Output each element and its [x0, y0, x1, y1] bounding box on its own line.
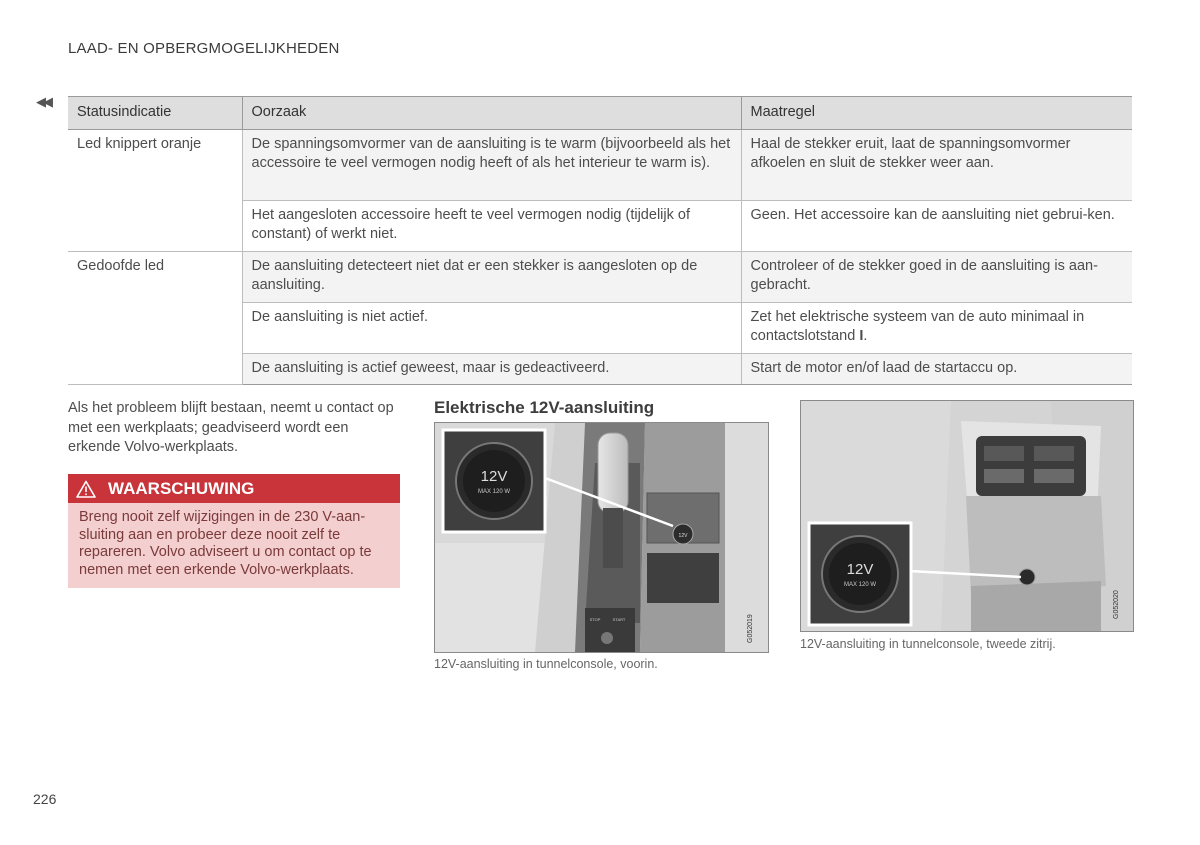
section-heading: Elektrische 12V-aansluiting: [434, 398, 655, 417]
intro-paragraph: Als het probleem blijft bestaan, neemt u contact op met een werkplaats; geadviseerd wordt een erkende Volvo-werkplaats.: [68, 400, 394, 455]
small-socket-label: 12V: [678, 533, 688, 539]
action-text-suffix: .: [863, 328, 868, 344]
column-header-status: Statusindicatie: [68, 97, 242, 130]
column-header-cause: Oorzaak: [242, 97, 741, 130]
socket-label: 12V: [480, 468, 508, 485]
socket-sublabel: MAX 120 W: [477, 489, 511, 495]
action-text: Zet het elektrische systeem van de auto minimaal in contactslotstand: [750, 308, 1085, 344]
cause-cell: De aansluiting is actief geweest, maar is gedeactiveerd.: [242, 353, 741, 385]
table-header-row: [68, 97, 1132, 130]
action-cell: Start de motor en/of laad de startaccu op.: [741, 353, 1132, 385]
front-console-illustration: [435, 423, 768, 652]
action-cell: Controleer of de stekker goed in de aansluiting is aan-gebracht.: [741, 251, 1132, 302]
stop-button-label: STOP: [589, 617, 601, 622]
status-cell: Gedoofde led: [68, 251, 242, 385]
page-number: 226: [33, 791, 57, 807]
column-header-action: Maatregel: [741, 97, 1132, 130]
status-table: [68, 96, 1132, 385]
cause-cell: De aansluiting detecteert niet dat er een stekker is aangesloten op de aansluiting.: [242, 251, 741, 302]
figure-caption: 12V-aansluiting in tunnelconsole, tweede zitrij.: [800, 637, 1056, 651]
rear-console-photo: [800, 400, 1134, 632]
cause-cell: Het aangesloten accessoire heeft te veel vermogen nodig (tijdelijk of constant) of werkt niet.: [242, 200, 741, 251]
figure-caption: 12V-aansluiting in tunnelconsole, voorin.: [434, 657, 658, 671]
warning-box: [68, 474, 400, 588]
action-cell: [741, 302, 1132, 353]
table-row: [68, 129, 1132, 200]
front-console-photo: [434, 422, 769, 653]
back-marker-icon[interactable]: ◀◀: [36, 94, 50, 109]
status-cell: Led knippert oranje: [68, 129, 242, 251]
warning-body: Breng nooit zelf wijzigingen in de 230 V-aan-sluiting aan en probeer deze nooit zelf te repareren. Volvo adviseert u om contact op te nemen met een erkende Volvo-werkplaats.: [68, 503, 400, 588]
figure-code: G052019: [747, 614, 754, 643]
table-row: [68, 251, 1132, 302]
ignition-position: I: [859, 328, 864, 344]
warning-triangle-icon: [76, 480, 96, 498]
figure-code: G052020: [1113, 590, 1120, 619]
page-header-title: LAAD- EN OPBERGMOGELIJKHEDEN: [68, 40, 340, 57]
cause-cell: De aansluiting is niet actief.: [242, 302, 741, 353]
action-cell: Haal de stekker eruit, laat de spanningsomvormer afkoelen en sluit de stekker weer aan.: [741, 129, 1132, 200]
warning-title: WAARSCHUWING: [108, 478, 255, 498]
warning-header: [68, 474, 400, 503]
socket-label: 12V: [846, 561, 874, 578]
start-button-label: START: [612, 617, 626, 622]
action-cell: Geen. Het accessoire kan de aansluiting niet gebrui-ken.: [741, 200, 1132, 251]
socket-sublabel: MAX 120 W: [843, 582, 877, 588]
cause-cell: De spanningsomvormer van de aansluiting is te warm (bijvoorbeeld als het accessoire te veel vermogen nodig heeft of als het interieur te warm is).: [242, 129, 741, 200]
rear-console-illustration: [801, 401, 1133, 631]
